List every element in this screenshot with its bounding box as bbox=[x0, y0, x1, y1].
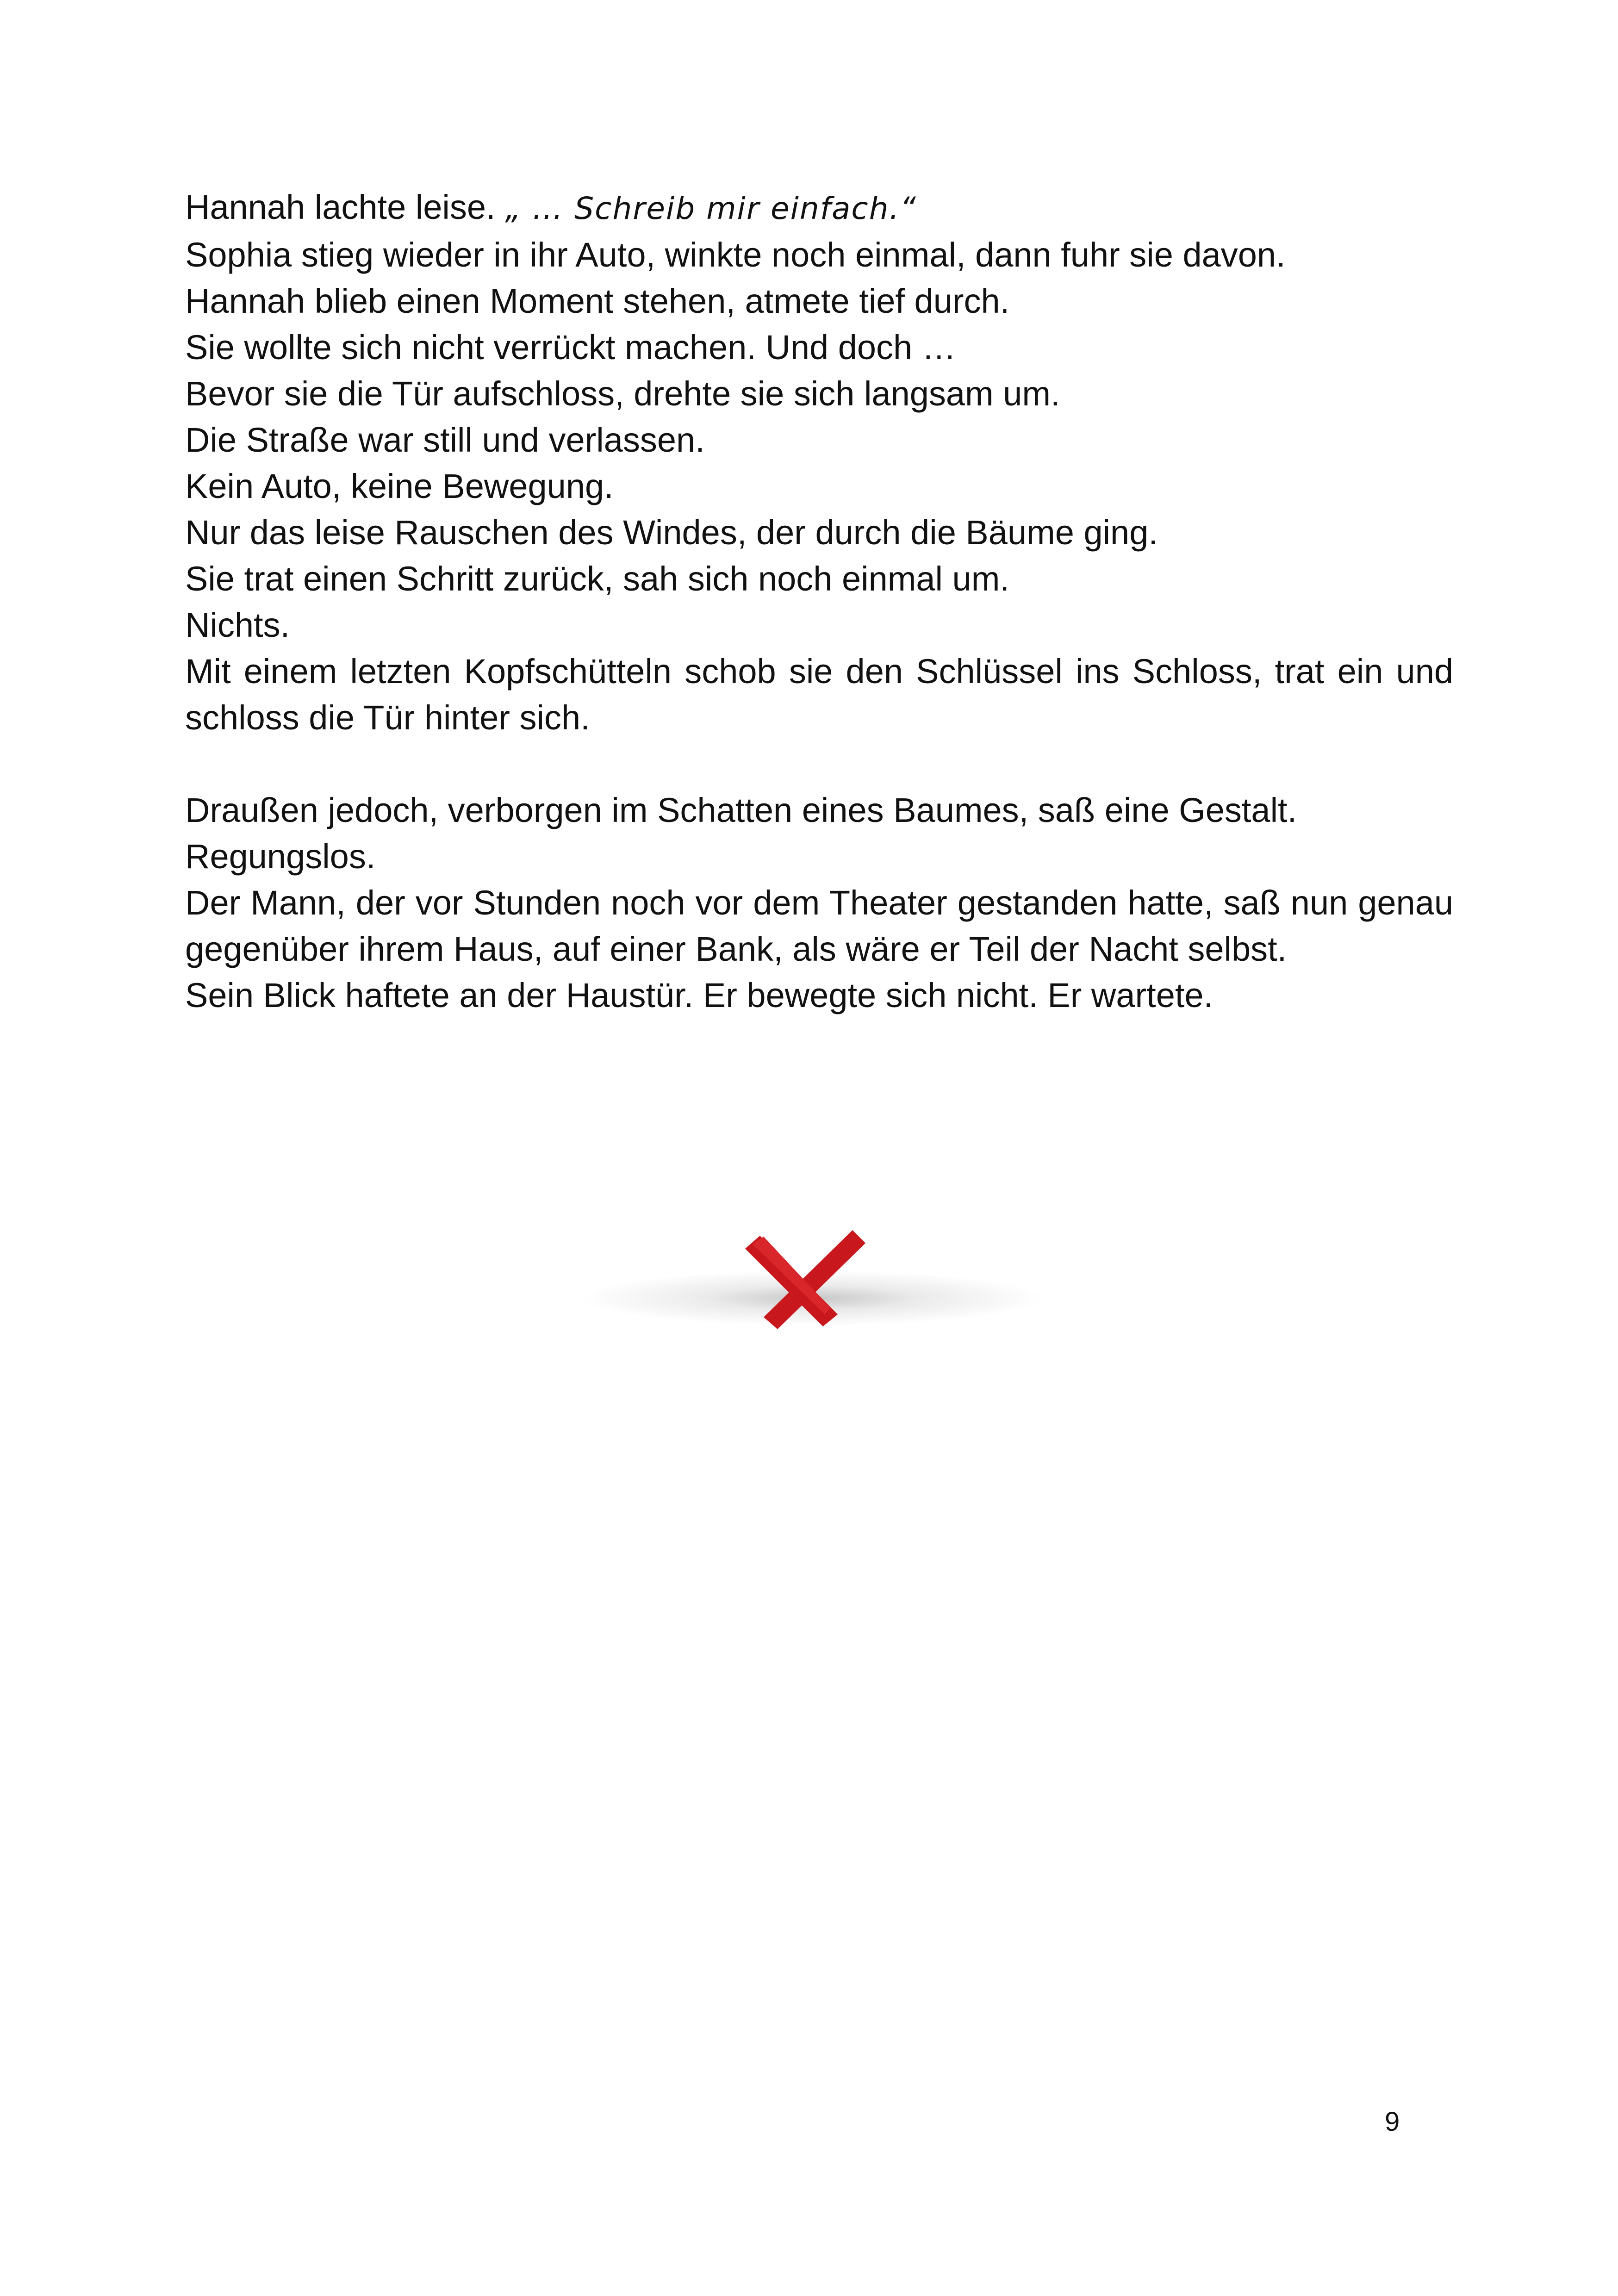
text-line: Nur das leise Rauschen des Windes, der durch die Bäume ging. bbox=[185, 513, 1158, 552]
text-line: Sophia stieg wieder in ihr Auto, winkte noch einmal, dann fuhr sie davon. bbox=[185, 236, 1286, 274]
red-x-mark-icon bbox=[569, 1176, 1055, 1351]
text-line-motionless: Regungslos. bbox=[185, 837, 376, 876]
paragraph-man-on-bench: Der Mann, der vor Stunden noch vor dem Theater gestanden hatte, saß nun genau gegenüber ihrem Haus, auf einer Bank, als wäre er Teil der Nacht selbst. bbox=[185, 884, 1453, 968]
opening-line-quote: „ … Schreib mir einfach.“ bbox=[505, 191, 917, 226]
opening-line bbox=[185, 184, 1453, 232]
paragraph-key-in-lock: Mit einem letzten Kopfschütteln schob sie den Schlüssel ins Schloss, trat ein und schloss die Tür hinter sich. bbox=[185, 652, 1453, 737]
paragraph-gap bbox=[185, 741, 1453, 787]
text-line: Nichts. bbox=[185, 606, 290, 644]
text-line: Sie wollte sich nicht verrückt machen. Und doch … bbox=[185, 328, 956, 367]
page-number: 9 bbox=[1385, 2107, 1400, 2137]
text-line: Kein Auto, keine Bewegung. bbox=[185, 467, 614, 505]
text-line: Hannah blieb einen Moment stehen, atmete tief durch. bbox=[185, 282, 1010, 320]
text-line: Die Straße war still und verlassen. bbox=[185, 421, 705, 459]
text-line-outside: Draußen jedoch, verborgen im Schatten eines Baumes, saß eine Gestalt. bbox=[185, 791, 1297, 829]
opening-line-lead: Hannah lachte leise. bbox=[185, 188, 505, 226]
text-line: Sie trat einen Schritt zurück, sah sich noch einmal um. bbox=[185, 560, 1009, 598]
page-body-text bbox=[185, 184, 1453, 1019]
text-line-gaze: Sein Blick haftete an der Haustür. Er bewegte sich nicht. Er wartete. bbox=[185, 976, 1214, 1014]
text-line: Bevor sie die Tür aufschloss, drehte sie sich langsam um. bbox=[185, 374, 1060, 413]
